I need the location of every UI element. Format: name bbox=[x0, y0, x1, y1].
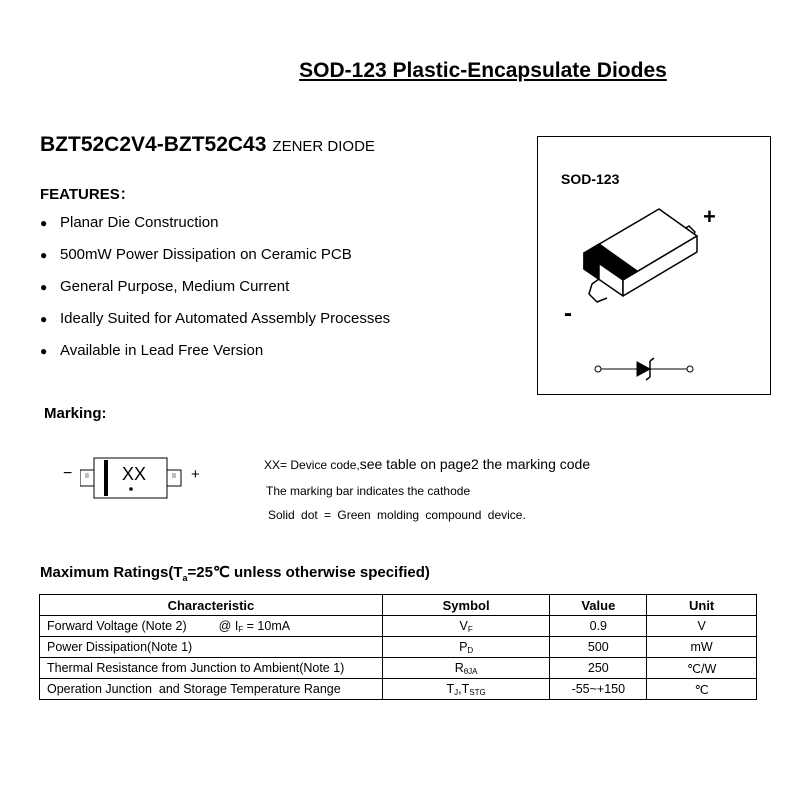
part-heading bbox=[40, 133, 375, 157]
unit-cell: mW bbox=[647, 637, 757, 658]
bullet-icon: ● bbox=[40, 216, 48, 230]
characteristic-cell: Forward Voltage (Note 2) @ IF = 10mA bbox=[40, 616, 383, 637]
marking-minus-label: − bbox=[63, 465, 73, 482]
characteristic-cell: Power Dissipation(Note 1) bbox=[40, 637, 383, 658]
marking-plus-label: + bbox=[191, 466, 200, 483]
symbol-cell: TJ,TSTG bbox=[382, 679, 550, 700]
package-label: SOD-123 bbox=[561, 171, 620, 187]
symbol-cell: RθJA bbox=[382, 658, 550, 679]
feature-item: ● General Purpose, Medium Current bbox=[40, 278, 290, 295]
unit-cell: V bbox=[647, 616, 757, 637]
anode-pad-mark: II bbox=[172, 473, 176, 480]
symbol-cell: PD bbox=[382, 637, 550, 658]
bullet-icon: ● bbox=[40, 312, 48, 326]
table-row bbox=[40, 616, 757, 637]
marking-note-green-dot: Solid dot = Green molding compound device. bbox=[268, 508, 526, 522]
document-title: SOD-123 Plastic-Encapsulate Diodes bbox=[299, 59, 667, 82]
table-header-row bbox=[40, 595, 757, 616]
package-minus-label: - bbox=[564, 300, 572, 327]
zener-symbol-icon bbox=[595, 358, 693, 380]
column-header: Unit bbox=[647, 595, 757, 616]
marking-note-cathode: The marking bar indicates the cathode bbox=[266, 484, 471, 498]
feature-item: ● Available in Lead Free Version bbox=[40, 342, 264, 359]
feature-item: ● Planar Die Construction bbox=[40, 214, 219, 231]
characteristic-cell: Operation Junction and Storage Temperature Range bbox=[40, 679, 383, 700]
ratings-heading: Maximum $Ratings(T_a=25℃$ unless otherwise specified) bbox=[40, 564, 430, 583]
symbol-cell: VF bbox=[382, 616, 550, 637]
column-header: Value bbox=[550, 595, 647, 616]
table-row bbox=[40, 637, 757, 658]
column-header: Symbol bbox=[382, 595, 550, 616]
unit-cell: ℃ bbox=[647, 679, 757, 700]
sod123-package-icon bbox=[584, 209, 697, 302]
ratings-table bbox=[39, 594, 757, 700]
characteristic-cell: Thermal Resistance from Junction to Ambient(Note 1) bbox=[40, 658, 383, 679]
feature-item: ● 500mW Power Dissipation on Ceramic PCB bbox=[40, 246, 352, 263]
table-row bbox=[40, 679, 757, 700]
marking-heading: Marking: bbox=[44, 405, 107, 422]
part-description: ZENER DIODE bbox=[272, 138, 375, 155]
package-plus-label: + bbox=[703, 204, 716, 229]
feature-list bbox=[40, 214, 390, 374]
unit-cell: ℃/W bbox=[647, 658, 757, 679]
marking-device-code: XX bbox=[122, 464, 147, 484]
value-cell: 500 bbox=[550, 637, 647, 658]
green-dot-icon bbox=[129, 487, 133, 491]
bullet-icon: ● bbox=[40, 248, 48, 262]
value-cell: 0.9 bbox=[550, 616, 647, 637]
value-cell: 250 bbox=[550, 658, 647, 679]
cathode-pad-mark: II bbox=[85, 473, 89, 480]
column-header: Characteristic bbox=[40, 595, 383, 616]
marking-note-device-code: XX= Device code,see table on page2 the marking code bbox=[264, 456, 591, 472]
bullet-icon: ● bbox=[40, 280, 48, 294]
feature-item: ● Ideally Suited for Automated Assembly Processes bbox=[40, 310, 391, 327]
cathode-marking-bar bbox=[104, 460, 108, 496]
part-number: BZT52C2V4-BZT52C43 bbox=[40, 133, 267, 156]
features-heading: FEATURES： bbox=[40, 186, 135, 203]
marking-notes bbox=[264, 456, 591, 522]
value-cell: -55~+150 bbox=[550, 679, 647, 700]
package-drawing bbox=[537, 136, 771, 395]
table-row bbox=[40, 658, 757, 679]
bullet-icon: ● bbox=[40, 344, 48, 358]
